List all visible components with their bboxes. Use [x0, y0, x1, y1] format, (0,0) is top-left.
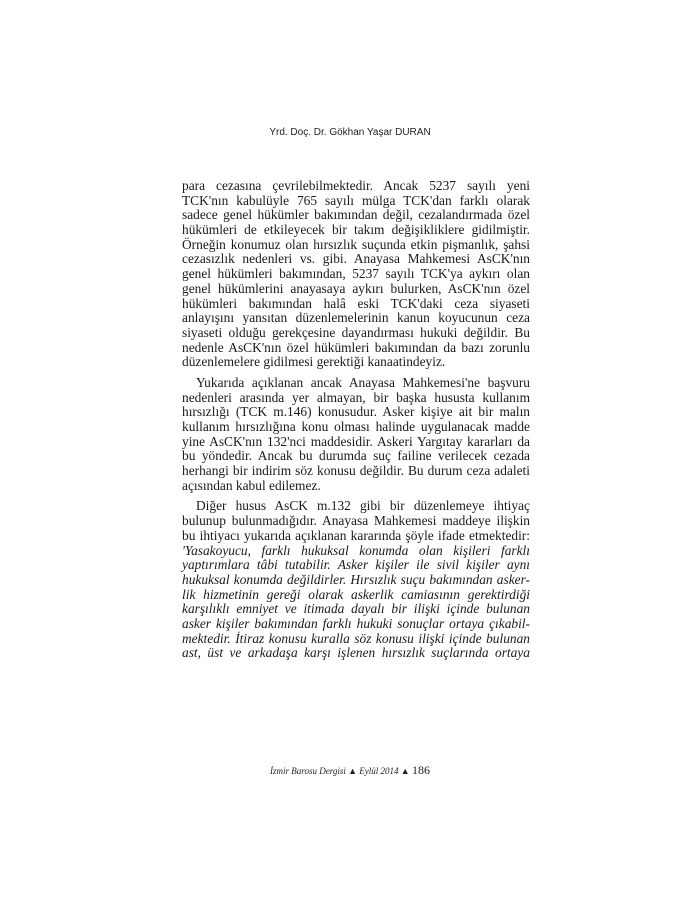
quote-line: lik hizmetinin gereği olarak askerlik camiasının gerektirdiği: [182, 586, 530, 602]
text-line: siyaseti olduğu gerekçesine dayandırması hukuki değildir. Bu: [182, 324, 530, 340]
quote-line: ast, üst ve arkadaşa karşı işlenen hırsızlık suçlarında ortaya: [182, 645, 530, 661]
page-footer: [0, 763, 700, 778]
text-line: genel hükümlerini anayasaya aykırı bulurken, AsCK'nın özel: [182, 280, 530, 296]
text-line: kullanım hırsızlığına konu olması halinde uygulanacak madde: [182, 419, 530, 434]
text-line: sadece genel hükümler bakımından değil, cezalandırmada özel: [182, 207, 530, 223]
text-line: herhangi bir indirim söz konusu değildir. Bu durum ceza adaleti: [182, 463, 530, 479]
text-line: bulunup bulunmadığıdır. Anayasa Mahkemesi maddeye ilişkin: [182, 513, 530, 529]
quote-line: mektedir. İtiraz konusu kuralla söz konusu ilişki içinde bulunan: [182, 630, 530, 646]
quote-line: asker kişiler bakımından farklı hukuki sonuçlar ortaya çıkabil-: [182, 615, 530, 631]
text-line: nedenleri arasında yer almayan, bir başka hususta kullanım: [182, 389, 530, 405]
footer-separator: ▲: [348, 766, 358, 776]
text-line: Diğer husus AsCK m.132 gibi bir düzenlemeye ihtiyaç: [196, 498, 530, 514]
text-line: anlayışını yansıtan düzenlemelerinin kanun koyucunun ceza: [182, 310, 530, 326]
text-line: genel hükümleri bakımından, 5237 sayılı TCK'ya aykırı olan: [182, 266, 530, 282]
footer-separator: ▲: [400, 766, 410, 776]
court-quote: [182, 544, 530, 662]
text-line: açısından kabul edilemez.: [182, 477, 321, 493]
text-line: hükümleri bakımından halâ eski TCK'daki ceza siyaseti: [182, 295, 530, 311]
text-line: Örneğin konumuz olan hırsızlık suçunda etkin pişmanlık, şahsi: [182, 236, 530, 252]
text-line: hırsızlığı (TCK m.146) konusudur. Asker kişiye ait bir malın: [182, 404, 530, 420]
text-line: para cezasına çevrilebilmektedir. Ancak 5237 sayılı yeni: [182, 178, 530, 193]
journal-name: İzmir Barosu Dergisi: [270, 766, 346, 776]
text-line: TCK'nın kabulüyle 765 sayılı mülga TCK'dan farklı olarak: [182, 192, 530, 208]
quote-line: karşılıklı emniyet ve itimada dayalı bir ilişki içinde bulunan: [182, 601, 530, 617]
text-line: Yukarıda açıklanan ancak Anayasa Mahkemesi'ne başvuru: [196, 374, 530, 390]
document-body: [182, 179, 530, 667]
paragraph: [182, 376, 530, 494]
text-line: cezasızlık nedenleri vs. gibi. Anayasa Mahkemesi AsCK'nın: [182, 251, 530, 267]
text-line: nedenle AsCK'nın özel hükümleri bakımından da bazı zorunlu: [182, 339, 530, 355]
text-line: bu yöndedir. Ancak bu durumda suç failine verilecek cezada: [182, 448, 530, 464]
paragraph: [182, 179, 530, 370]
text-line: bu ihtiyacı yukarıda açıklanan kararında şöyle ifade etmektedir:: [182, 527, 530, 543]
paragraph: [182, 499, 530, 661]
journal-issue: Eylül 2014: [359, 766, 399, 776]
text-line: hükümleri de etkileyecek bir takım değişikliklere gidilmiştir.: [182, 222, 530, 238]
page-number: 186: [411, 763, 430, 777]
quote-line: 'Yasakoyucu, farklı hukuksal konumda olan kişileri farklı: [182, 542, 530, 558]
text-line: yine AsCK'nın 132'nci maddesidir. Askeri Yargıtay kararları da: [182, 433, 530, 449]
running-header: Yrd. Doç. Dr. Gökhan Yaşar DURAN: [269, 127, 431, 138]
text-line: düzenlemelere gidilmesi gerektiği kanaatindeyiz.: [182, 354, 446, 370]
quote-line: yaptırımlara tâbi tutabilir. Asker kişiler ile sivil kişiler aynı: [182, 557, 530, 573]
quote-line: hukuksal konumda değildirler. Hırsızlık suçu bakımından asker-: [182, 571, 530, 587]
